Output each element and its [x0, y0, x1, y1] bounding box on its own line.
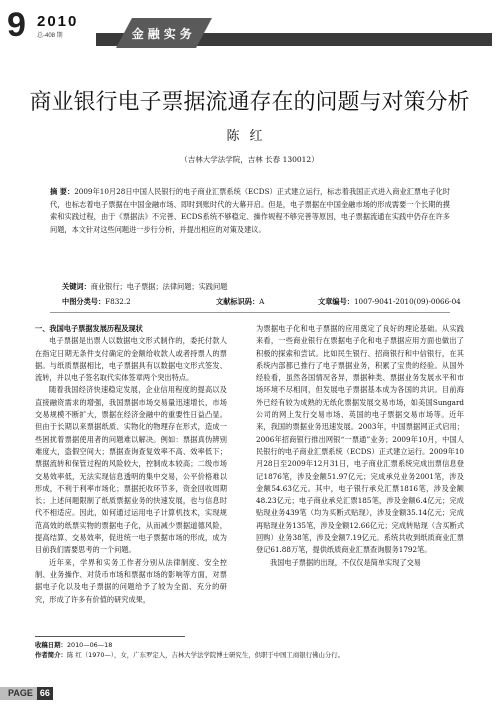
- abstract-text: 2009年10月28日中国人民银行的电子商业汇票系统（ECDS）正式建立运行，标志着我国正式进入商业汇票电子化时代，也标志着电子票据在中国金融市场、即时到账时代的大幕开启。但是，电子票据在中国金融市场的形成需要一个长期的摸索和实践过程，由于《票据法》不完善、ECDS系统不够稳定、操作规程不够完善等原因，电子票据流通在实践中仍存在许多问题，本文针对这些问题进一步行分析，并提出相应的对策及建议。: [50, 187, 450, 234]
- article-author: 陈红: [226, 129, 273, 144]
- footnote-rule: [35, 636, 185, 637]
- received-label: 收稿日期：: [35, 641, 67, 649]
- keywords-label: 关键词：: [62, 282, 91, 291]
- received-date: [35, 640, 475, 649]
- id-label: 文章编号：: [318, 297, 354, 306]
- section-heading: 一、我国电子票据发展历程及现状: [35, 324, 143, 333]
- divider: [50, 312, 450, 313]
- body-right-column: [256, 323, 464, 569]
- doc-value: A: [259, 297, 265, 306]
- article-id: [318, 297, 461, 307]
- issue-number: 9: [7, 6, 26, 44]
- keywords: [62, 282, 452, 292]
- paragraph: 我国电子票据的出现，不仅仅是简单实现了交易: [270, 557, 421, 567]
- class-value: F832.2: [105, 297, 131, 306]
- keywords-text: 商业银行；电子票据；法律问题；实践问题: [90, 282, 228, 291]
- article-title: 商业银行电子票据流通存在的问题与对策分析: [29, 90, 470, 115]
- paragraph: 电子票据是出票人以数据电文形式制作的，委托付款人在指定日期无条件支付确定的金额给收款人或者持票人的票据。与纸质票据相比，电子票据具有以数据电文形式签发、流转，并以电子签名取代实体签章两个突出特点。: [35, 336, 227, 383]
- page-label: PAGE: [0, 687, 37, 700]
- author-bio: [35, 650, 475, 659]
- paragraph: 随着我国经济快速稳定发展，企业信用程度的提高以及直接融资需求的增强，我国票据市场交易量迅速增长，市场交易规模不断扩大，票据在经济金融中的重要性日益凸显。但由于长期以来票据纸质、实物化的物理存在形式，造成一些困扰着票据使用者的问题难以解决。例如：票据真伪辨别难度大，盗假空间大；票据查询查复效率不高、效率低下；票据流转和保管过程的风险较大，控制成本较高；二级市场交易效率低，无法实现信息透明的集中交易，公平价格难以形成，不利于利率市场化；票据托收环节多，资金回收周期长；上述问题限制了纸质票据业务的快速发展，也与信息时代不相适应。因此，如何通过运用电子计算机技术，实现规范高效的纸票实物的票据电子化，从而减少票据道德风险，提高结算、交易效率，促进统一电子票据市场的形成，成为目前我们需要思考的一个问题。: [35, 385, 227, 555]
- class-label: 中图分类号：: [62, 297, 106, 306]
- page-number: 66: [37, 687, 53, 700]
- document-code: [216, 297, 264, 307]
- classification: [62, 297, 131, 307]
- received-value: 2010—06—18: [66, 641, 113, 649]
- abstract-label: 摘 要：: [50, 187, 75, 196]
- id-value: 1007-9041-2010(09)-0066-04: [353, 297, 461, 306]
- author-affiliation: （吉林大学法学院，吉林 长春 130012）: [180, 155, 319, 164]
- issue-year: 2010: [37, 13, 79, 30]
- issue-code: 总-408 期: [37, 33, 63, 39]
- paragraph: 近年来，学界和实务工作者分别从法律制度、安全控制、业务操作、对货币市场和票据市场的影响等方面，对票据电子化以及电子票据的问题给予了较为全面、充分的研究，形成了许多有价值的研究成果，: [35, 557, 227, 604]
- column-tag: [116, 18, 212, 48]
- doc-label: 文献标识码：: [216, 297, 260, 306]
- abstract: [50, 186, 450, 236]
- paragraph: 为票据电子化和电子票据的应用奠定了良好的理论基础。从实践来看，一些商业银行在票据电子化和电子票据应用方面也做出了积极的探索和尝试。比如民生银行、招商银行和中信银行，在其系统内部都已推行了电子票据业务，积累了宝贵的经验。从国外经验看，虽然各国情况各异，票据种类、票据业务发展水平和市场环境不尽相同，但发展电子票据基本成为各国的共识。目前海外已经有较为成熟的无纸化票据发展交易市场，如美国Sungard公司的网上发行交易市场、英国的电子票据交易市场等。近年来，我国的票据业务迅速发展。2003年，中国票据网正式启用；2006年招商银行推出网银“一票通”业务；2009年10月，中国人民银行的电子商业汇票系统（ECDS）正式建立运行。2009年10月28日至2009年12月31日，电子商业汇票系统完成出票信息登记1876笔，涉及金额51.97亿元；完成承兑业务2001笔，涉及金额54.63亿元。其中，电子银行承兑汇票1816笔，涉及金额48.23亿元；电子商业承兑汇票185笔，涉及金额6.4亿元；完成贴现业务439笔（均为买断式贴现），涉及金额35.14亿元；完成再贴现业务135笔，涉及金额12.66亿元；完成转贴现（含买断式回购）业务38笔，涉及金额7.19亿元。系统共收到纸质商业汇票登记61.88万笔，提供纸质商业汇票查询服务1792笔。: [256, 324, 464, 555]
- author-bio-label: 作者简介：: [35, 651, 67, 659]
- author-bio-text: 陈 红（1970—），女，广东罗定人，吉林大学法学院博士研究生，供职于中国工商银行佛山分行。: [66, 651, 345, 659]
- column-label: 金融实务: [131, 26, 196, 41]
- body-left-column: [35, 323, 227, 606]
- page-number-badge: [0, 687, 53, 700]
